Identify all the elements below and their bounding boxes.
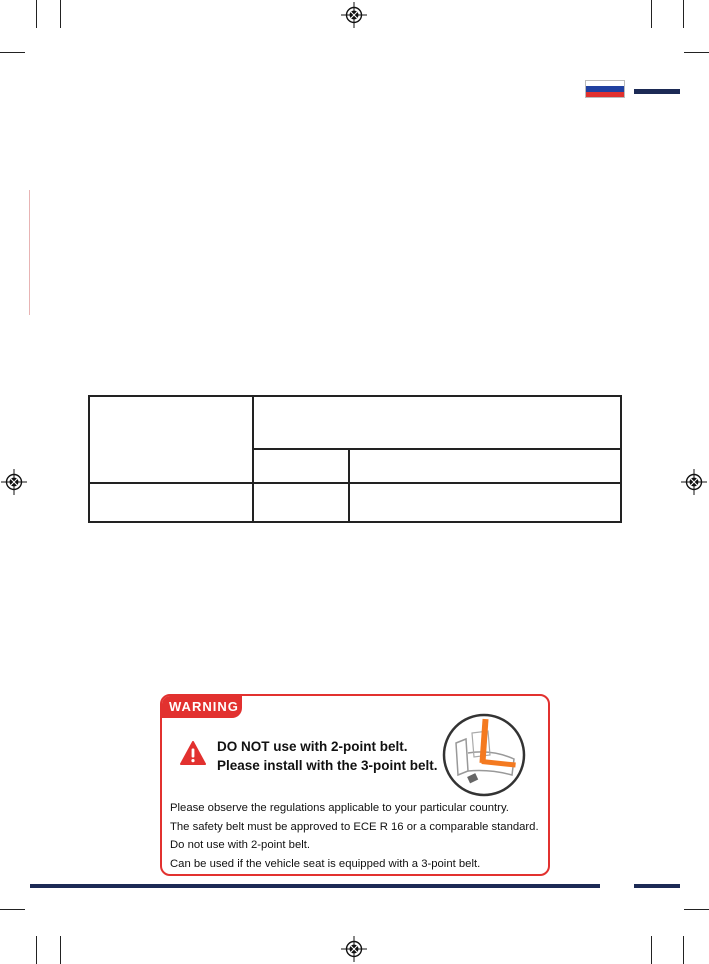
crop-mark [0, 52, 25, 53]
language-flag-icon [585, 80, 625, 98]
warning-headline: DO NOT use with 2-point belt. [217, 739, 408, 754]
warning-note: Please observe the regulations applicable to your particular country. [170, 802, 509, 814]
table-divider [252, 448, 622, 450]
registration-mark-icon [341, 2, 367, 28]
data-table [88, 395, 622, 523]
crop-mark [684, 52, 709, 53]
crop-mark [683, 0, 684, 28]
table-divider [252, 397, 254, 521]
margin-line [29, 190, 30, 315]
crop-mark [60, 936, 61, 964]
footer-bar-right [634, 884, 680, 888]
warning-triangle-icon [180, 741, 206, 765]
crop-mark [60, 0, 61, 28]
crop-mark [36, 936, 37, 964]
footer-bar [30, 884, 600, 888]
table-divider [90, 482, 620, 484]
warning-box [160, 694, 550, 876]
warning-headline: Please install with the 3-point belt. [217, 758, 438, 773]
warning-note: Can be used if the vehicle seat is equipped with a 3-point belt. [170, 858, 481, 870]
crop-mark [0, 909, 25, 910]
registration-mark-icon [1, 469, 27, 495]
flag-stripe [586, 92, 624, 97]
crop-mark [651, 936, 652, 964]
crop-mark [683, 936, 684, 964]
crop-mark [651, 0, 652, 28]
seat-belt-illustration [442, 713, 526, 797]
table-divider [348, 449, 350, 521]
crop-mark [36, 0, 37, 28]
crop-mark [684, 909, 709, 910]
header-accent-bar [634, 89, 680, 94]
warning-tab: WARNING [162, 696, 242, 718]
registration-mark-icon [341, 936, 367, 962]
warning-note: The safety belt must be approved to ECE R 16 or a comparable standard. [170, 821, 539, 833]
warning-note: Do not use with 2-point belt. [170, 839, 311, 851]
registration-mark-icon [681, 469, 707, 495]
